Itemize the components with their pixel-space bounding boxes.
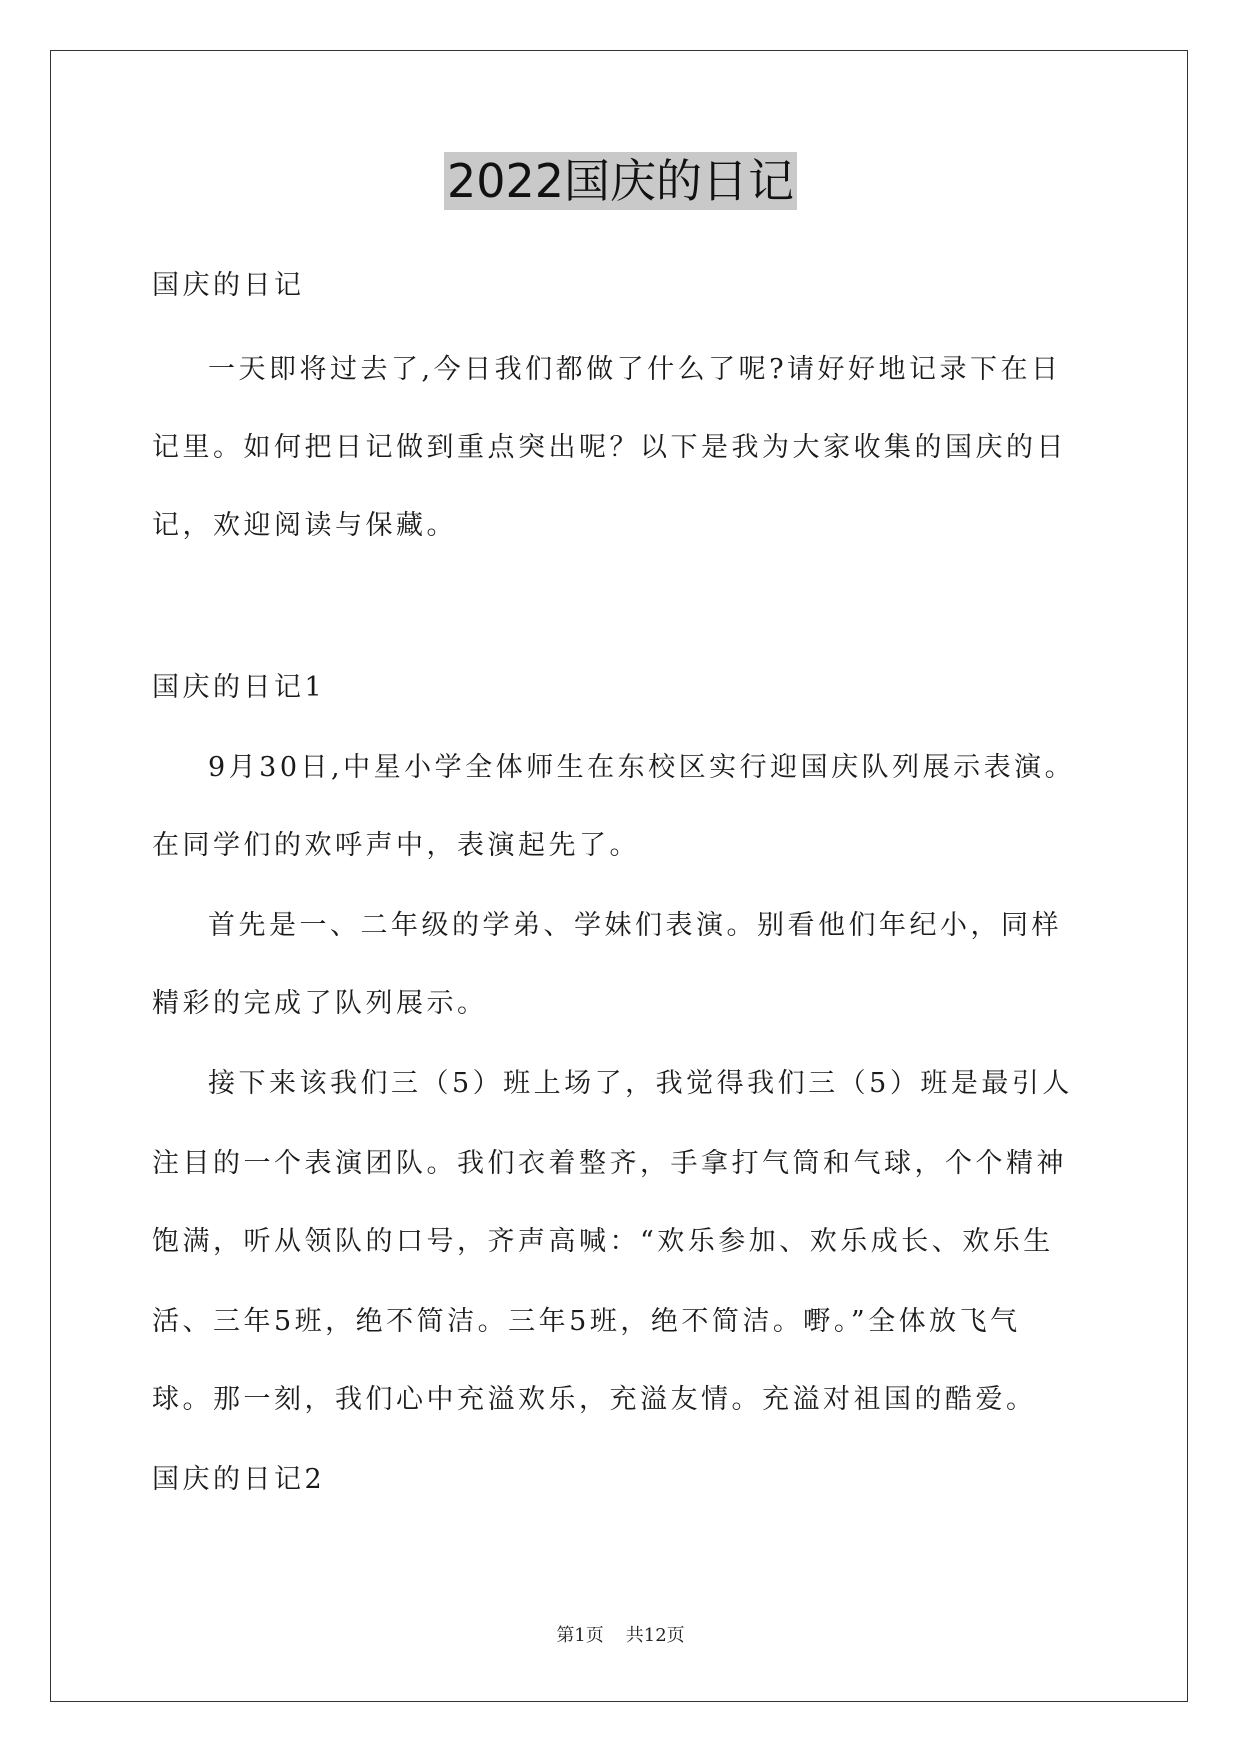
document-title: 2022国庆的日记	[444, 152, 797, 210]
paragraph-line: 接下来该我们三（5）班上场了，我觉得我们三（5）班是最引人	[208, 1068, 1073, 1099]
paragraph-line: 活、三年5班，绝不简洁。三年5班，绝不简洁。嘢。”全体放飞气	[152, 1306, 1021, 1337]
paragraph-line: 在同学们的欢呼声中，表演起先了。	[152, 830, 640, 861]
paragraph-line: 9月30日,中星小学全体师生在东校区实行迎国庆队列展示表演。	[208, 752, 1076, 783]
paragraph-line: 首先是一、二年级的学弟、学妹们表演。别看他们年纪小，同样	[208, 910, 1062, 941]
paragraph-line: 球。那一刻，我们心中充溢欢乐，充溢友情。充溢对祖国的酷爱。	[152, 1384, 1037, 1415]
section-heading-intro: 国庆的日记	[152, 270, 305, 301]
section-heading-diary-1: 国庆的日记1	[152, 672, 326, 703]
paragraph-line: 一天即将过去了,今日我们都做了什么了呢?请好好地记录下在日	[208, 354, 1062, 385]
page-total: 共12页	[625, 1625, 685, 1646]
title-container	[0, 152, 1241, 210]
page-number: 第1页	[556, 1625, 604, 1646]
paragraph-line: 注目的一个表演团队。我们衣着整齐，手拿打气筒和气球，个个精神	[152, 1148, 1067, 1179]
paragraph-line: 饱满，听从领队的口号，齐声高喊：“欢乐参加、欢乐成长、欢乐生	[152, 1226, 1054, 1257]
page-footer	[0, 1624, 1241, 1648]
paragraph-line: 精彩的完成了队列展示。	[152, 988, 488, 1019]
section-heading-diary-2: 国庆的日记2	[152, 1464, 326, 1495]
paragraph-line: 记，欢迎阅读与保藏。	[152, 510, 457, 541]
paragraph-line: 记里。如何把日记做到重点突出呢？以下是我为大家收集的国庆的日	[152, 432, 1067, 463]
